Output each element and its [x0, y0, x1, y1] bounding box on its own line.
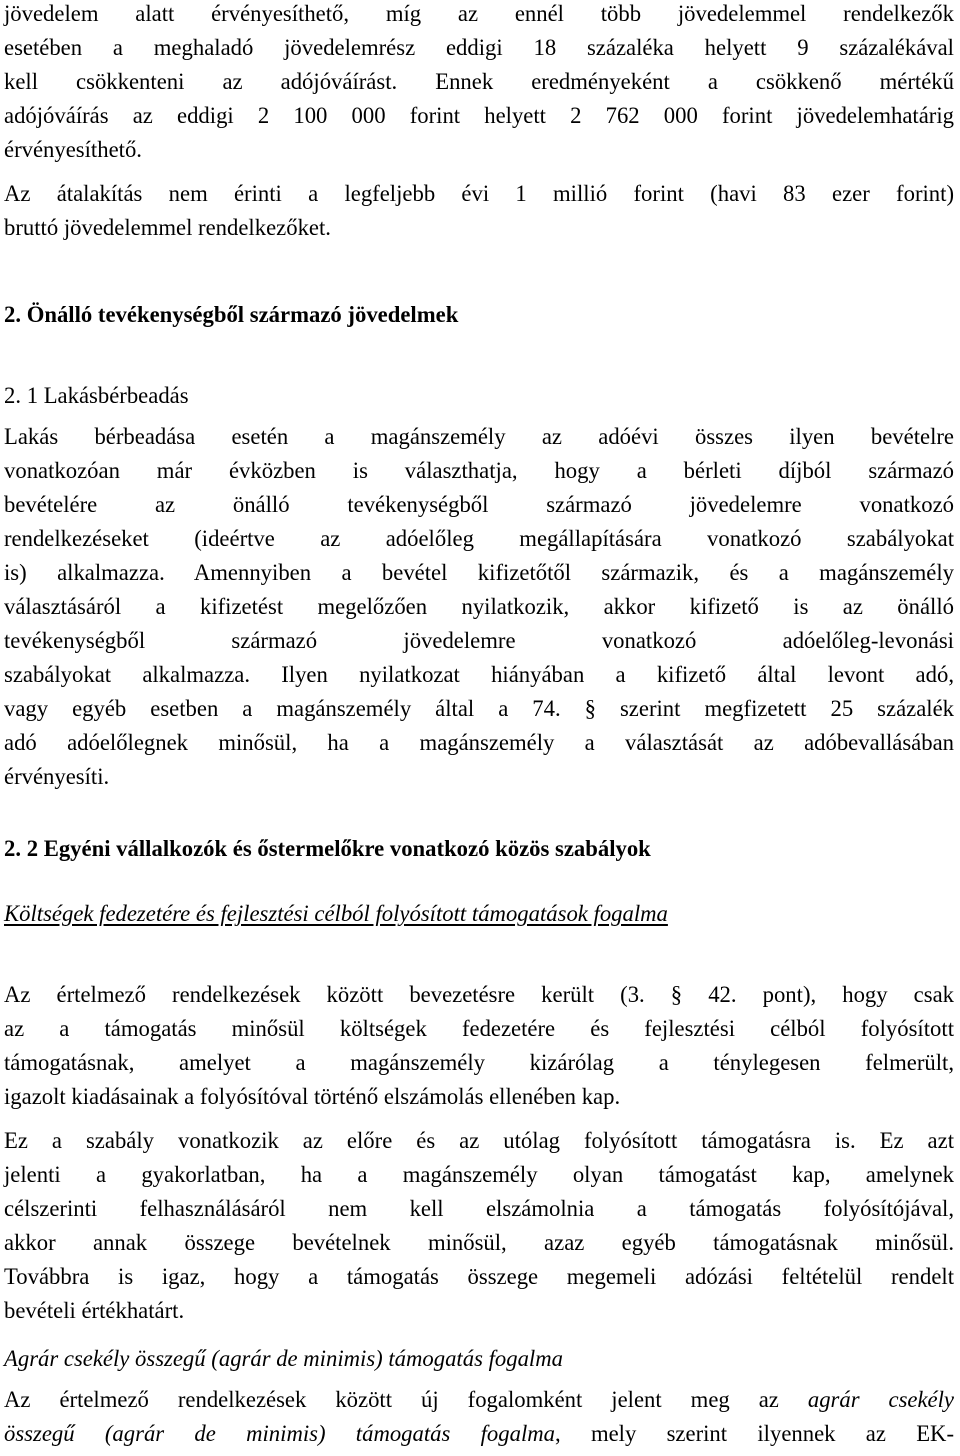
- text-run: Az értelmező rendelkezések között új fogalomként jelent meg az: [4, 1387, 808, 1412]
- text-line: Az átalakítás nem érinti a legfeljebb évi 1 millió forint (havi 83 ezer forint): [4, 181, 954, 206]
- text-line: rendelkezéseket (ideértve az adóelőleg megállapítására vonatkozó szabályokat: [4, 526, 954, 551]
- text-line: jelenti a gyakorlatban, ha a magánszemély olyan támogatást kap, amelynek: [4, 1162, 954, 1187]
- text-line: tevékenységből származó jövedelemre vonatkozó adóelőleg-levonási: [4, 628, 954, 653]
- text-line: Lakás bérbeadása esetén a magánszemély az adóévi összes ilyen bevételre: [4, 424, 954, 449]
- text-line: igazolt kiadásainak a folyósítóval történő elszámolás ellenében kap.: [4, 1084, 621, 1109]
- text-line: vagy egyéb esetben a magánszemély által a 74. § szerint megfizetett 25 százalék: [4, 696, 954, 721]
- text-line: is) alkalmazza. Amennyiben a bevétel kifizetőtől származik, és a magánszemély: [4, 560, 954, 585]
- text-line: Ez a szabály vonatkozik az előre és az utólag folyósított támogatásra is. Ez azt: [4, 1128, 954, 1153]
- subsection-heading: 2. 1 Lakásbérbeadás: [4, 383, 189, 408]
- text-line: akkor annak összege bevételnek minősül, azaz egyéb támogatásnak minősül.: [4, 1230, 954, 1255]
- text-line: adójóváírás az eddigi 2 100 000 forint helyett 2 762 000 forint jövedelemhatárig: [4, 103, 954, 128]
- text-line: [4, 1383, 954, 1417]
- defined-term: összegű (agrár de minimis) támogatás fogalma: [4, 1421, 555, 1446]
- text-line: választásáról a kifizetést megelőzően nyilatkozik, akkor kifizető is az önálló: [4, 594, 954, 619]
- text-line: érvényesíthető.: [4, 137, 142, 162]
- text-line: bruttó jövedelemmel rendelkezőket.: [4, 215, 331, 240]
- text-line: szabályokat alkalmazza. Ilyen nyilatkozat hiányában a kifizető által levont adó,: [4, 662, 954, 687]
- text-line: bevételi értékhatárt.: [4, 1298, 185, 1323]
- text-line: jövedelem alatt érvényesíthető, míg az ennél több jövedelemmel rendelkezők: [4, 1, 954, 26]
- defined-term: agrár csekély: [807, 1387, 954, 1412]
- text-line: Az értelmező rendelkezések között bevezetésre került (3. § 42. pont), hogy csak: [4, 982, 954, 1007]
- topic-subheading: Költségek fedezetére és fejlesztési célból folyósított támogatások fogalma: [4, 901, 668, 926]
- topic-subheading: Agrár csekély összegű (agrár de minimis) támogatás fogalma: [4, 1346, 563, 1371]
- text-line: támogatásnak, amelyet a magánszemély kizárólag a ténylegesen felmerült,: [4, 1050, 954, 1075]
- section-heading: 2. Önálló tevékenységből származó jövedelmek: [4, 302, 459, 327]
- text-line: Továbbra is igaz, hogy a támogatás összege megemeli adózási feltételül rendelt: [4, 1264, 954, 1289]
- text-run: , mely szerint ilyennek az EK-: [555, 1421, 954, 1446]
- text-line: esetében a meghaladó jövedelemrész eddigi 18 százaléka helyett 9 százalékával: [4, 35, 954, 60]
- text-line: az a támogatás minősül költségek fedezetére és fejlesztési célból folyósított: [4, 1016, 954, 1041]
- text-line: vonatkozóan már évközben is választhatja, hogy a bérleti díjból származó: [4, 458, 954, 483]
- text-line: bevételére az önálló tevékenységből származó jövedelemre vonatkozó: [4, 492, 954, 517]
- subsection-heading: 2. 2 Egyéni vállalkozók és őstermelőkre vonatkozó közös szabályok: [4, 836, 651, 861]
- text-line: célszerinti felhasználásáról nem kell elszámolnia a támogatás folyósítójával,: [4, 1196, 954, 1221]
- text-line: kell csökkenteni az adójóváírást. Ennek eredményeként a csökkenő mértékű: [4, 69, 954, 94]
- text-line: [4, 1417, 954, 1451]
- text-line: adó adóelőlegnek minősül, ha a magánszemély a választását az adóbevallásában: [4, 730, 954, 755]
- text-line: érvényesíti.: [4, 764, 110, 789]
